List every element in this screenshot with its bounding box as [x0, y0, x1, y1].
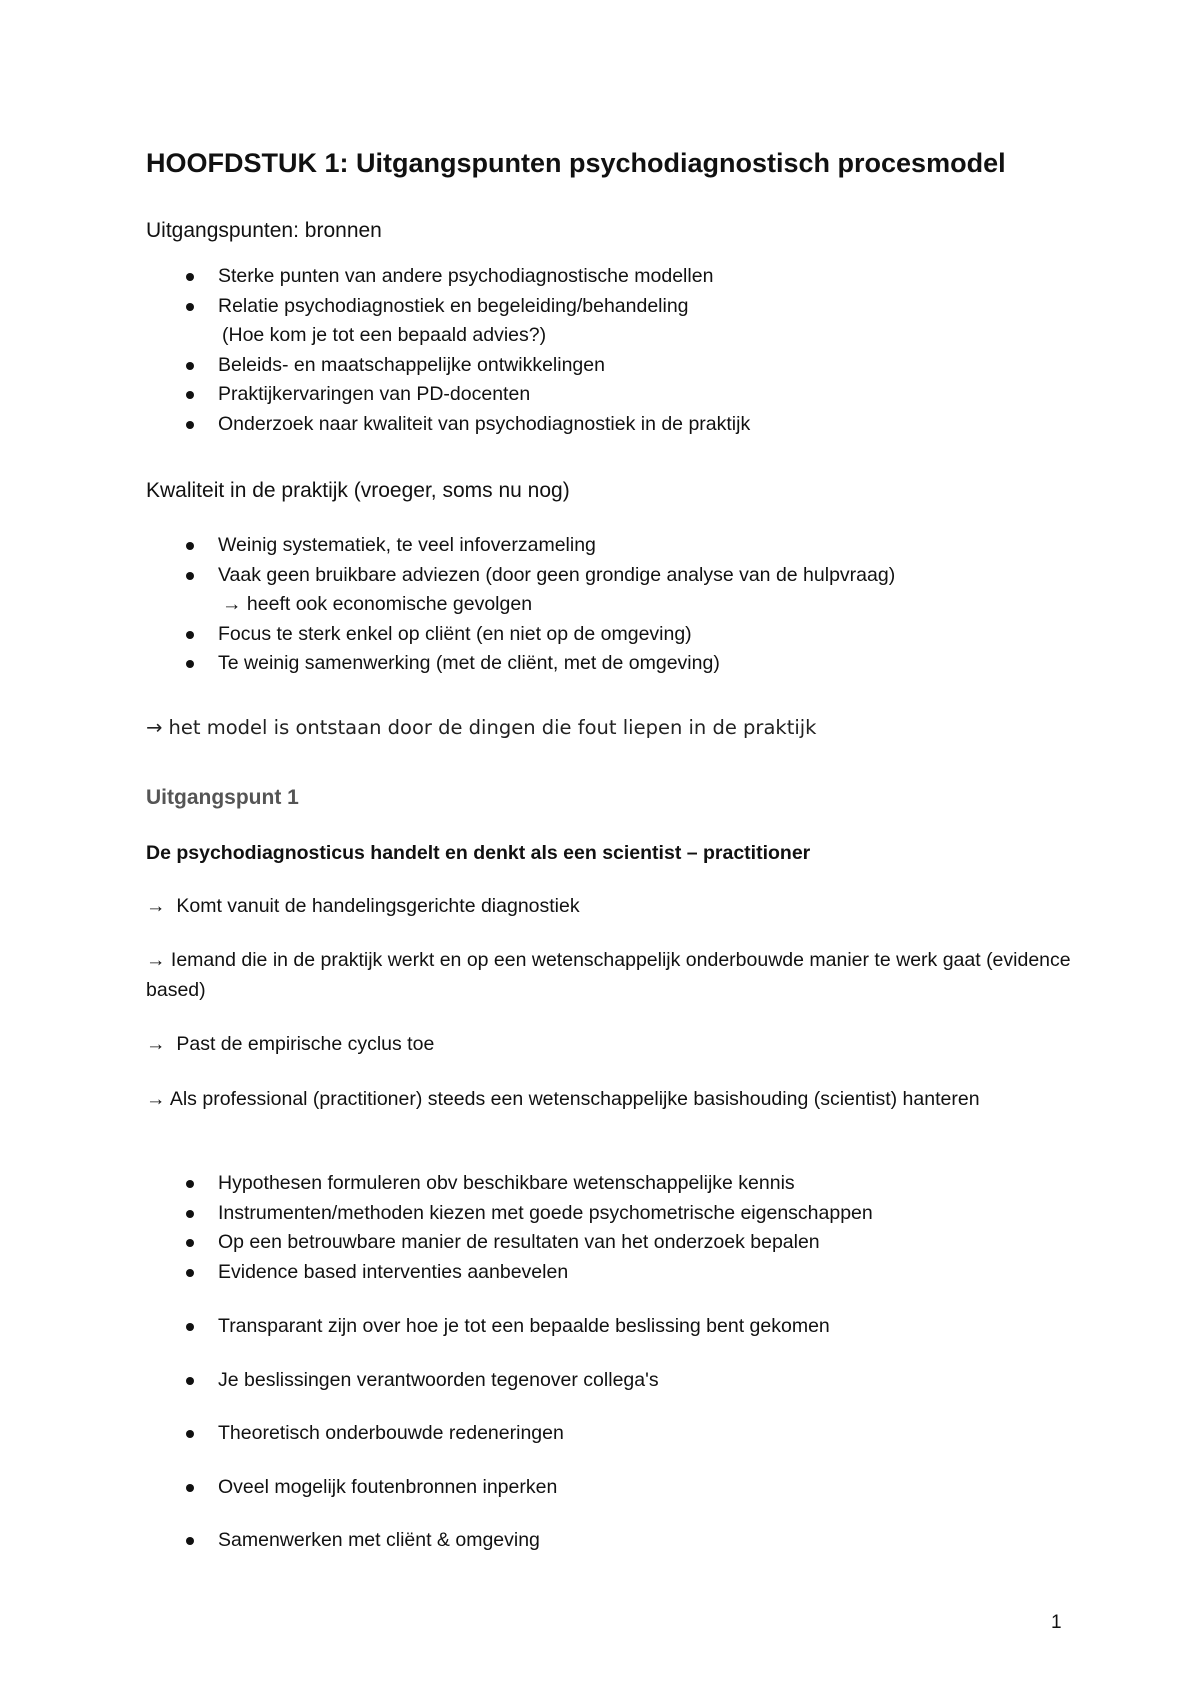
arrow-icon: →	[146, 895, 166, 917]
arrow-icon: →	[146, 949, 166, 971]
list-item-continuation: → heeft ook economische gevolgen	[218, 590, 895, 620]
bullet-icon	[186, 1377, 194, 1385]
list-item: Evidence based interventies aanbevelen	[146, 1258, 873, 1288]
list-item: Vaak geen bruikbare adviezen (door geen grondige analyse van de hulpvraag) → heeft ook economische gevolgen	[146, 561, 895, 620]
list-item: Op een betrouwbare manier de resultaten van het onderzoek bepalen	[146, 1228, 873, 1258]
arrow-icon: →	[222, 593, 242, 615]
point-paragraph: → Komt vanuit de handelingsgerichte diagnostiek	[146, 891, 1076, 921]
bullet-icon	[186, 1210, 194, 1218]
bullet-icon	[186, 273, 194, 281]
page-number: 1	[1051, 1612, 1062, 1633]
section-subheading: De psychodiagnosticus handelt en denkt als een scientist – practitioner	[146, 842, 811, 864]
point-paragraph: → Iemand die in de praktijk werkt en op een wetenschappelijk onderbouwde manier te werk gaat (evidence based)	[146, 945, 1076, 1005]
list-item: Theoretisch onderbouwde redeneringen	[146, 1419, 830, 1449]
bullet-icon	[186, 542, 194, 550]
arrow-icon: →	[146, 1088, 166, 1110]
list-item: Hypothesen formuleren obv beschikbare wetenschappelijke kennis	[146, 1169, 873, 1199]
list-item: Weinig systematiek, te veel infoverzameling	[146, 531, 895, 561]
bullet-icon	[186, 631, 194, 639]
scientist-list-b	[146, 1312, 830, 1556]
list-item: Je beslissingen verantwoorden tegenover collega's	[146, 1366, 830, 1396]
bullet-icon	[186, 660, 194, 668]
list-item: Instrumenten/methoden kiezen met goede psychometrische eigenschappen	[146, 1199, 873, 1229]
list-item: Focus te sterk enkel op cliënt (en niet op de omgeving)	[146, 620, 895, 650]
list-item: Samenwerken met cliënt & omgeving	[146, 1526, 830, 1556]
bullet-icon	[186, 572, 194, 580]
section-heading-uitgangspunt-1: Uitgangspunt 1	[146, 786, 299, 809]
list-item: Oveel mogelijk foutenbronnen inperken	[146, 1473, 830, 1503]
bullet-icon	[186, 1323, 194, 1331]
list-item: Te weinig samenwerking (met de cliënt, met de omgeving)	[146, 649, 895, 679]
bullet-icon	[186, 1180, 194, 1188]
list-item: Onderzoek naar kwaliteit van psychodiagnostiek in de praktijk	[146, 410, 750, 440]
bullet-icon	[186, 1484, 194, 1492]
section-heading-kwaliteit: Kwaliteit in de praktijk (vroeger, soms nu nog)	[146, 479, 570, 502]
list-item: Praktijkervaringen van PD-docenten	[146, 380, 750, 410]
bullet-icon	[186, 421, 194, 429]
list-item: Beleids- en maatschappelijke ontwikkelingen	[146, 351, 750, 381]
conclusion-line: → het model is ontstaan door de dingen die fout liepen in de praktijk	[146, 716, 817, 739]
bullet-icon	[186, 1430, 194, 1438]
bullet-icon	[186, 1239, 194, 1247]
page-title: HOOFDSTUK 1: Uitgangspunten psychodiagnostisch procesmodel	[146, 148, 1006, 178]
bullet-icon	[186, 391, 194, 399]
list-item: Transparant zijn over hoe je tot een bepaalde beslissing bent gekomen	[146, 1312, 830, 1342]
section-heading-bronnen: Uitgangspunten: bronnen	[146, 219, 382, 242]
point-paragraph: → Als professional (practitioner) steeds een wetenschappelijke basishouding (scientist) hanteren	[146, 1084, 1076, 1114]
bullet-icon	[186, 1537, 194, 1545]
bronnen-list	[146, 262, 750, 439]
bullet-icon	[186, 1269, 194, 1277]
arrow-icon: →	[146, 716, 163, 739]
point-paragraph: → Past de empirische cyclus toe	[146, 1029, 1076, 1059]
scientist-list-a	[146, 1169, 873, 1287]
arrow-icon: →	[146, 1033, 166, 1055]
bullet-icon	[186, 303, 194, 311]
bullet-icon	[186, 362, 194, 370]
list-item: Sterke punten van andere psychodiagnostische modellen	[146, 262, 750, 292]
list-item-continuation: (Hoe kom je tot een bepaald advies?)	[222, 324, 547, 346]
list-item: Relatie psychodiagnostiek en begeleiding/behandeling (Hoe kom je tot een bepaald advies?)	[146, 292, 750, 351]
kwaliteit-list	[146, 531, 895, 679]
